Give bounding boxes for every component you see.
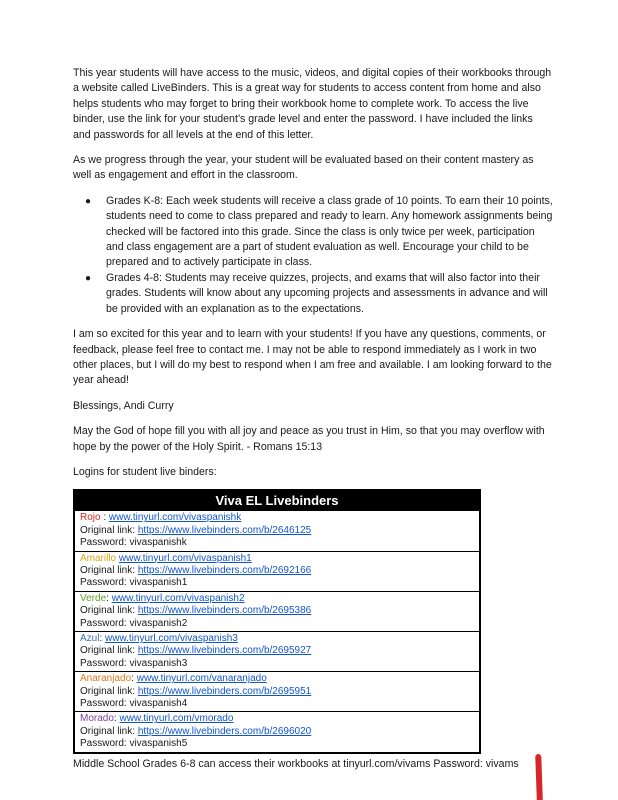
password-text: Password: vivaspanish3 bbox=[80, 657, 188, 669]
password-text: Password: vivaspanish1 bbox=[80, 577, 188, 589]
table-row: Morado: www.tinyurl.com/vmorado Original link: https://www.livebinders.com/b/2696020 Password: vivaspanish5 bbox=[74, 712, 480, 753]
intro-paragraph: This year students will have access to the music, videos, and digital copies of their workbooks through a website called LiveBinders. This is a great way for students to access content from home and also helps students who may forget to bring their workbook home to complete work. To access the live binder, use the link for your student’s grade level and enter the password. I have included the links and passwords for all levels at the end of this letter. bbox=[73, 67, 552, 141]
logins-heading: Logins for student live binders: bbox=[73, 465, 217, 478]
table-title: Viva EL Livebinders bbox=[74, 490, 480, 511]
level-name: Anaranjado bbox=[80, 673, 132, 685]
bullet-icon: ● bbox=[85, 272, 92, 284]
original-link[interactable]: https://www.livebinders.com/b/2695386 bbox=[137, 605, 312, 617]
verse: May the God of hope fill you with all joy and peace as you trust in Him, so that you may overflow with hope by the power of the Holy Spirit. - Romans 15:13 bbox=[73, 425, 545, 453]
level-name: Morado bbox=[80, 713, 114, 725]
table-row: Azul: www.tinyurl.com/vivaspanish3 Original link: https://www.livebinders.com/b/2695927 Password: vivaspanish3 bbox=[74, 632, 480, 672]
middle-school-note: Middle School Grades 6-8 can access their workbooks at tinyurl.com/vivams Password: vivams bbox=[73, 757, 519, 770]
table-row: Anaranjado: www.tinyurl.com/vanaranjado Original link: https://www.livebinders.com/b/2695951 Password: vivaspanish4 bbox=[74, 672, 480, 712]
letter-body bbox=[73, 66, 553, 772]
level-name: Rojo bbox=[80, 512, 101, 524]
original-link-label: Original link: bbox=[80, 645, 138, 657]
password-text: Password: vivaspanish2 bbox=[80, 617, 188, 629]
short-link[interactable]: www.tinyurl.com/vivaspanishk bbox=[108, 512, 242, 524]
password-text: Password: vivaspanish4 bbox=[80, 698, 188, 710]
short-link[interactable]: www.tinyurl.com/vivaspanish3 bbox=[105, 633, 238, 644]
short-link[interactable]: www.tinyurl.com/vanaranjado bbox=[136, 673, 267, 685]
original-link[interactable]: https://www.livebinders.com/b/2646125 bbox=[137, 524, 312, 536]
bullet-icon: ● bbox=[85, 195, 92, 207]
original-link-label: Original link: bbox=[80, 605, 138, 617]
signoff: Blessings, Andi Curry bbox=[73, 399, 174, 412]
list-item: ● Grades 4-8: Students may receive quizzes, projects, and exams that will also factor into their grades. Students will know about any upcoming projects and assessments in advance and will be provided with an explanation as to the expectations. bbox=[85, 271, 548, 315]
progress-paragraph: As we progress through the year, your student will be evaluated based on their content mastery as well as engagement and effort in the classroom. bbox=[73, 154, 534, 182]
original-link-label: Original link: bbox=[80, 685, 138, 697]
short-link[interactable]: www.tinyurl.com/vivaspanish1 bbox=[118, 552, 252, 564]
level-name: Azul bbox=[80, 633, 100, 644]
short-link[interactable]: www.tinyurl.com/vmorado bbox=[119, 713, 234, 725]
grading-list bbox=[73, 194, 553, 317]
table-row: Verde: www.tinyurl.com/vivaspanish2 Original link: https://www.livebinders.com/b/2695386 Password: vivaspanish2 bbox=[74, 591, 480, 631]
password-text: Password: vivaspanish5 bbox=[80, 738, 188, 750]
level-name: Amarillo bbox=[80, 552, 117, 564]
table-row: Rojo : www.tinyurl.com/vivaspanishk Original link: https://www.livebinders.com/b/2646125 Password: vivaspanishk bbox=[74, 511, 480, 551]
level-name: Verde bbox=[80, 592, 107, 604]
original-link-label: Original link: bbox=[80, 564, 138, 576]
short-link[interactable]: www.tinyurl.com/vivaspanish2 bbox=[111, 592, 245, 604]
original-link[interactable]: https://www.livebinders.com/b/2695951 bbox=[137, 685, 312, 697]
table-row bbox=[74, 551, 480, 591]
livebinders-table bbox=[73, 489, 481, 753]
original-link[interactable]: https://www.livebinders.com/b/2692166 bbox=[137, 564, 312, 576]
original-link[interactable]: https://www.livebinders.com/b/2695927 bbox=[137, 645, 312, 657]
original-link-label: Original link: bbox=[80, 725, 138, 737]
excited-paragraph: I am so excited for this year and to learn with your students! If you have any questions, comments, or feedback, please feel free to contact me. I may not be able to respond immediately as I work in two other places, but I will do my best to respond when I am free and available. I am looking forward to the year ahead! bbox=[73, 328, 552, 387]
password-text: Password: vivaspanishk bbox=[80, 537, 187, 549]
list-item: ● Grades K-8: Each week students will receive a class grade of 10 points. To earn their 10 points, students need to come to class prepared and ready to learn. Any homework assignments being checked will be factored into this grade. Since the class is only twice per week, participation and class engagement are a part of student evaluation as well. Encourage your child to be prepared and to actively participate in class. bbox=[85, 194, 553, 269]
original-link-label: Original link: bbox=[80, 524, 138, 536]
table-body bbox=[74, 511, 480, 753]
original-link[interactable]: https://www.livebinders.com/b/2696020 bbox=[137, 725, 312, 737]
